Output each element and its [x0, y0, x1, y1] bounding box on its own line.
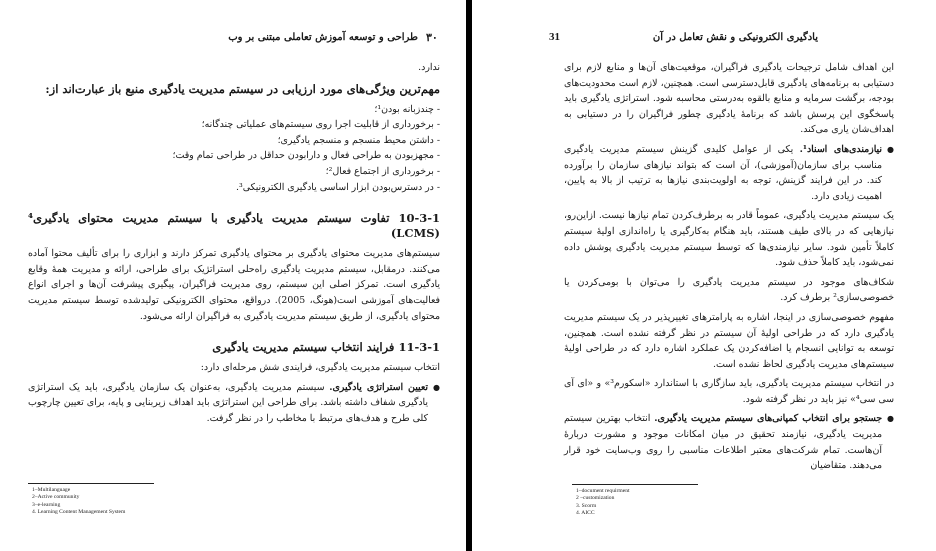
running-header: یادگیری الکترونیکی و نقش تعامل در آن	[652, 32, 818, 43]
footnote: 2 –customization	[576, 495, 615, 502]
paragraph: در انتخاب سیستم مدیریت یادگیری، باید سازگاری با استاندارد «اسکورم³» و «ای آی سی سی⁴» نیز باید در نظر گرفته شود.	[564, 378, 894, 405]
paragraph: انتخاب سیستم مدیریت یادگیری، فرایندی شش مرحله‌ای دارد:	[200, 362, 440, 374]
bullet-lead: نیازمندی‌های اسناد¹.	[799, 143, 882, 155]
list-item: - مجهزبودن به طراحی فعال و دارابودن حداقل در طراحی تمام وقت؛	[172, 150, 440, 162]
page-body	[564, 60, 894, 478]
section-heading: 10-3-1 تفاوت سیستم مدیریت یادگیری با سیستم مدیریت محتوای یادگیری⁴ (LCMS)	[28, 211, 440, 241]
bullet-item	[564, 411, 894, 473]
bullet-text: سیستم مدیریت یادگیری، به‌عنوان یک سازمان یادگیری، باید یک استراتژی یادگیری شفاف داشته باشد. برای طراحی این استراتژی باید اهداف زیربنایی و پایه، برای تعیین چارچوب کلی طرح و هدف‌های مرتبط با مخاطب را در نظر گرفت.	[28, 381, 428, 424]
footnote: 4. AICC	[576, 510, 595, 517]
list-item: - چندزبانه بودن¹؛	[374, 103, 440, 115]
section-heading: مهم‌ترین ویژگی‌های مورد ارزیابی در سیستم مدیریت یادگیری منبع باز عبارت‌اند از:	[45, 81, 440, 96]
right-page	[472, 0, 936, 551]
running-header: طراحی و توسعه آموزش تعاملی مبتنی بر وب	[228, 32, 418, 43]
paragraph: مفهوم خصوصی‌سازی در اینجا، اشاره به پارامترهای تغییرپذیر در یک سیستم مدیریت یادگیری دارد که در طراحی اولیهٔ آن سیستم در نظر گرفته نشده است. همچنین، توسعه به توانایی انسجام یا اضافه‌کردن یک عملکرد اشاره دارد که در طراحی اولیهٔ سیستم‌های مدیریت یادگیری لحاظ نشده است.	[564, 311, 894, 370]
list-item: - برخورداری از قابلیت اجرا روی سیستم‌های عملیاتی چندگانه؛	[201, 119, 440, 131]
list-item: - داشتن محیط منسجم و منسجم یادگیری؛	[277, 134, 440, 146]
footnote: 3. Scorm	[576, 502, 597, 509]
paragraph: سیستم‌های مدیریت محتوای یادگیری بر محتوای یادگیری تمرکز دارند و ابزاری را برای تألیف محتوا آماده می‌کنند. درمقابل، سیستم مدیریت یادگیری راه‌حلی استراتژیک برای طراحی، ارائه و مدیریت همهٔ وقایع یادگیری است. تمرکز اصلی این سیستم، روی مدیریت فراگیران، پیگیری پیشرفت آن‌ها و اجرای انواع فعالیت‌های آموزشی است(هونگ، 2005). درواقع، محتوای الکترونیکی تولیدشده توسط سیستم مدیریت محتوای یادگیری، از طریق سیستم مدیریت یادگیری به فراگیران ارائه می‌شود.	[28, 248, 440, 322]
footnote: 1–document requirment	[576, 488, 630, 494]
paragraph: یک سیستم مدیریت یادگیری، عموماً قادر به برطرف‌کردن تمام نیازها نیست. ازاین‌رو، نیازهایی که در بالای طیف هستند، باید هنگام به‌کارگیری یا راه‌اندازی اولیهٔ سیستم کاملاً تأمین شود. سایر نیازمندی‌ها که توسط سیستم مدیریت یادگیری پوشش داده نمی‌شود، باید کاملاً حذف شود.	[564, 210, 894, 269]
intro-line: ندارد.	[418, 62, 440, 73]
section-heading: 11-3-1 فرایند انتخاب سیستم مدیریت یادگیری	[212, 340, 440, 355]
paragraph: این اهداف شامل ترجیحات یادگیری فراگیران، موقعیت‌های آن‌ها و منابع لازم برای دستیابی به برنامه‌های یادگیری قابل‌دسترسی است. همچنین، لازم است محدودیت‌های بودجه، برگشت سرمایه و منابع بالقوه به‌درستی محاسبه شود. استراتژی یادگیری باید پاسخگوی این پرسش باشد که برنامهٔ یادگیری چطور فراگیران را در دستیابی به اهداف‌شان یاری می‌کند.	[564, 62, 894, 136]
list-item: - برخورداری از اجتماع فعال²؛	[325, 165, 440, 177]
bullet-lead: جستجو برای انتخاب کمپانی‌های سیستم مدیریت یادگیری.	[654, 413, 882, 425]
footnote: 4. Learning Content Management System	[32, 509, 126, 516]
bullet-list	[28, 380, 440, 427]
page-body	[28, 60, 440, 431]
footnote: 2–Active community	[32, 494, 80, 501]
feature-list	[28, 102, 440, 196]
footnote: 1–Multilanguage	[32, 487, 71, 493]
bullet-item	[28, 380, 440, 427]
list-item: - در دسترس‌بودن ابزار اساسی یادگیری الکترونیکی³.	[235, 181, 440, 193]
bullet-text: انتخاب بهترین سیستم مدیریت یادگیری، نیازمند تحقیق در میان امکانات موجود و مشورت دربارهٔ آن‌هاست. تمام شرکت‌های معتبر اطلاعات مناسبی را روی وب‌سایت خود قرار می‌دهند. متقاضیان	[564, 413, 882, 472]
paragraph: شکاف‌های موجود در سیستم مدیریت یادگیری را می‌توان با بومی‌کردن یا خصوصی‌سازی² برطرف کرد.	[564, 276, 894, 304]
bullet-lead: تعیین استراتژی یادگیری.	[329, 381, 428, 393]
footnote-rule	[28, 483, 154, 484]
bullet-list	[564, 411, 894, 473]
page-number: 31	[549, 31, 560, 43]
page-number: ۳۰	[426, 32, 438, 44]
bullet-item	[564, 142, 894, 204]
footnote-rule	[572, 484, 698, 485]
footnote: 3–e-learning	[32, 501, 61, 508]
left-page	[0, 0, 466, 551]
footnotes	[32, 487, 125, 517]
footnotes	[576, 488, 630, 518]
bullet-list	[564, 142, 894, 204]
bullet-text: یکی از عوامل کلیدی گزینش سیستم مدیریت یادگیری مناسب برای سازمان(آموزشی)، آن است که بتواند نیازهای سازمان را برآورده کند. در این فرایند گزینش، توجه به اولویت‌بندی نیازها به ترتیب از بالا به پایین، اهمیت زیادی دارد.	[564, 143, 882, 202]
